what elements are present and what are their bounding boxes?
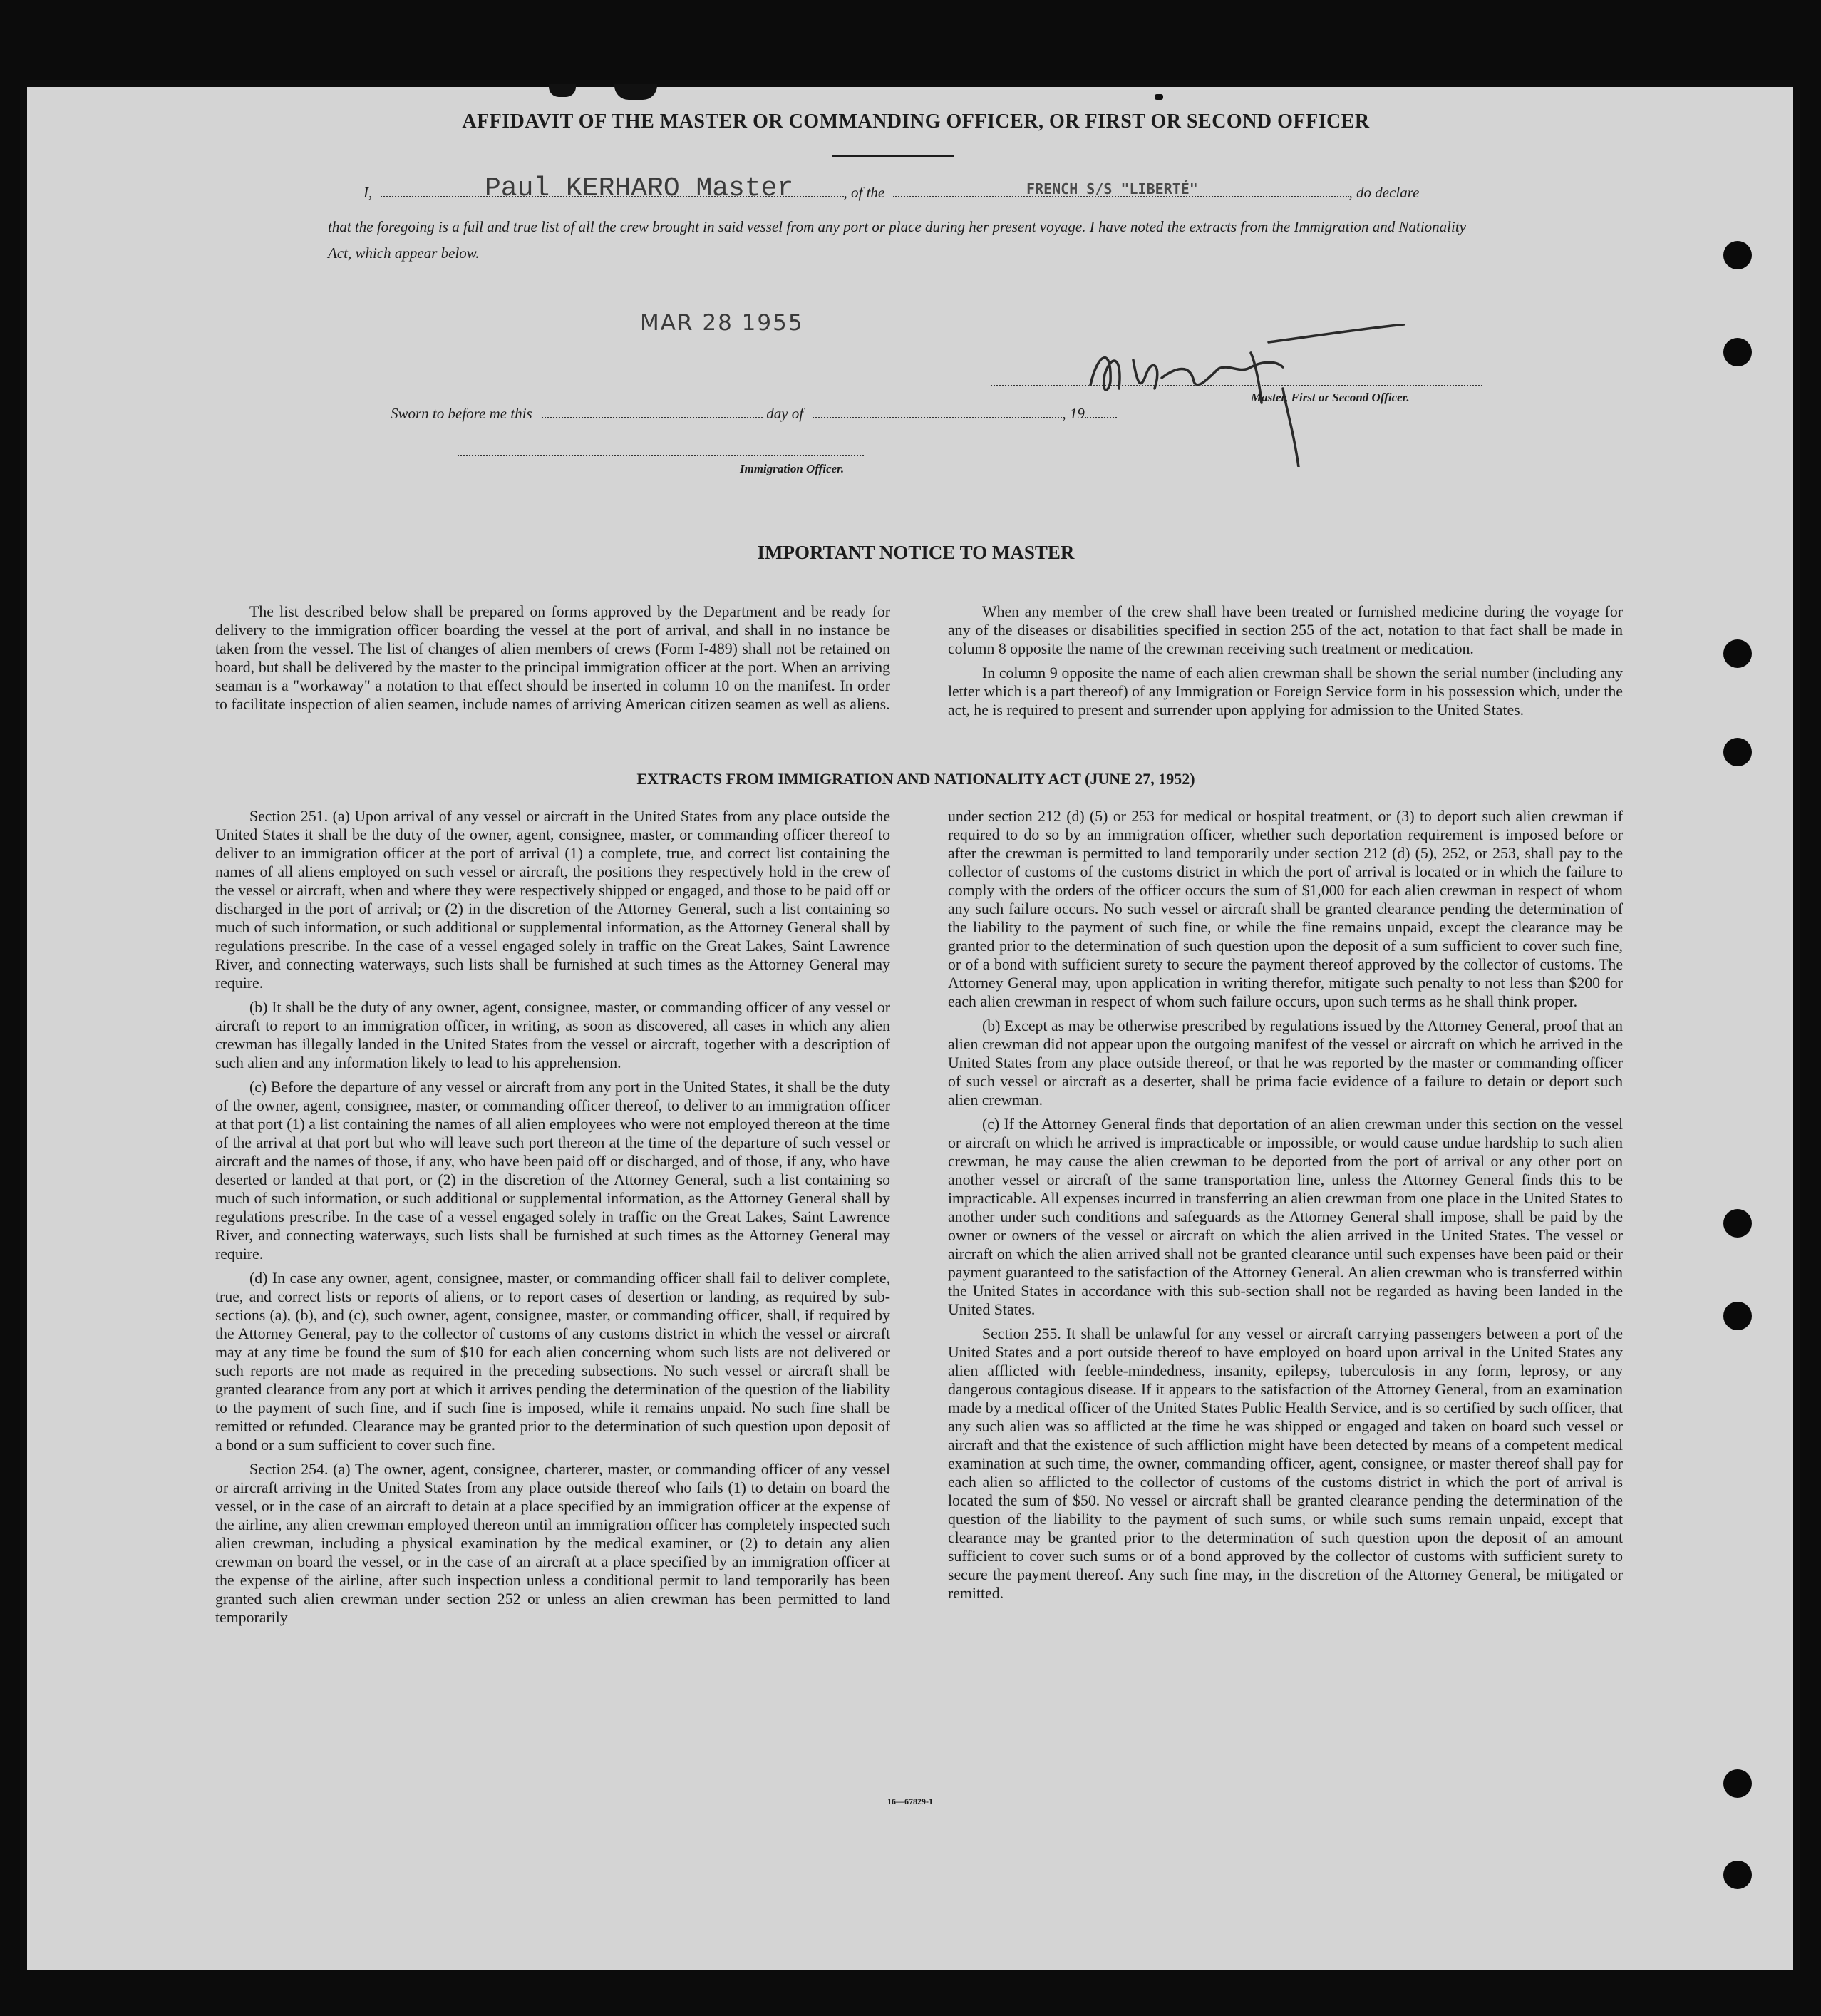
extract-paragraph: (d) In case any owner, agent, consignee, master, or commanding officer shall fail to deliver complete, true, and correct lists or reports of aliens, or to report cases of desertion or landing, as required by sub-sections (a), (b), and (c), such owner, agent, consignee, master, or commanding officer, shall, if required by the Attorney General, pay to the collector of customs of any customs district in which the vessel or aircraft may at any time be found the sum of $10 for each alien concerning whom such lists are not delivered or such reports are not made as required in the preceding subsections. No such vessel or aircraft shall be granted clearance from any port at which it arrives pending the determination of the question of the liability to the payment of such fine, and if such fine is imposed, while it remains unpaid. No such fine shall be remitted or refunded. Clearance may be granted prior to the determination of such question upon deposit of a bond or a sum sufficient to cover such fine.: [215, 1270, 890, 1454]
notice-right-column: [948, 602, 1623, 725]
sworn-prefix: Sworn to before me this: [391, 405, 532, 422]
extracts-right-column: [948, 807, 1623, 1608]
notice-left-column: [215, 602, 890, 719]
notice-paragraph: When any member of the crew shall have been treated or furnished medicine during the voyage for any of the diseases or disabilities specified in section 255 of the act, notation to that fact shall be made in column 8 opposite the name of the crewman receiving such treatment or medication.: [948, 603, 1623, 657]
extract-paragraph: (b) Except as may be otherwise prescribed by regulations issued by the Attorney General, proof that an alien crewman did not appear upon the outgoing manifest of the vessel or aircraft on which he arrived in the United States from any place outside thereof, or that he was reported by the master or commanding officer of such vessel or aircraft as a deserter, shall be prima facie evidence of a failure to detain or deport such alien crewman.: [948, 1017, 1623, 1109]
month-line: [813, 406, 1062, 418]
immigration-officer-label: Immigration Officer.: [740, 462, 845, 475]
scan-blot: [614, 84, 657, 100]
binder-hole: [1723, 1861, 1752, 1889]
binder-hole: [1723, 1209, 1752, 1238]
year-line: [1085, 406, 1117, 418]
date-stamp: MAR 28 1955: [640, 310, 804, 336]
i-prefix: I,: [363, 184, 373, 201]
extract-paragraph: Section 251. (a) Upon arrival of any vessel or aircraft in the United States from any place outside the United States it shall be the duty of the owner, agent, consignee, master, or commanding officer thereof to deliver to an immigration officer at the port of arrival (1) a complete, true, and correct list containing the names of all aliens employed on such vessel or aircraft, the positions they respectively hold in the crew of the vessel or aircraft, when and where they were respectively shipped or engaged, and those to be paid off or discharged in the port of arrival; or (2) in the discretion of the Attorney General, such a list containing so much of such information, or such additional or supplemental information, as the Attorney General shall by regulations prescribe. In the case of a vessel engaged solely in traffic on the Great Lakes, Saint Lawrence River, and connecting waterways, such lists shall be furnished at such times as the Attorney General may require.: [215, 808, 890, 992]
extract-paragraph: Section 255. It shall be unlawful for any vessel or aircraft carrying passengers between a port of the United States and a port outside thereof to have employed on board upon arrival in the United States any alien afflicted with feeble-mindedness, insanity, epilepsy, tuberculosis in any form, leprosy, or any dangerous contagious disease. If it appears to the satisfaction of the Attorney General, from an examination made by a medical officer of the United States Public Health Service, and is so certified by such officer, that any such alien was so afflicted at the time he was shipped or engaged and taken on board such vessel or aircraft and that the existence of such affliction might have been detected by means of a competent medical examination at such time, the owner, commanding officer, agent, consignee, or master thereof shall pay for each alien so afflicted to the collector of customs of the customs district in which the port of arrival is located the sum of $50. No vessel or aircraft shall be granted clearance pending the determination of the question of the liability to the payment of such sums, or while such sums remain unpaid, except that clearance may be granted prior to the determination of such question upon the deposit of an amount sufficient to cover such sums or of a bond approved by the collector of customs with sufficient surety to secure the payment thereof. Any such fine may, in the discretion of the Attorney General, be mitigated or remitted.: [948, 1325, 1623, 1602]
notice-paragraph: The list described below shall be prepared on forms approved by the Department and be ready for delivery to the immigration officer boarding the vessel at the port of arrival, and shall in no instance be taken from the vessel. The list of changes of alien members of crews (Form I-489) shall not be retained on board, but shall be delivered by the master to the principal immigration officer at the port. When an arriving seaman is a "workaway" a notation to that effect should be inserted in column 10 on the manifest. In order to facilitate inspection of alien seamen, include names of arriving American citizen seamen as well as aliens.: [215, 603, 890, 713]
binder-hole: [1723, 338, 1752, 366]
extract-paragraph: (b) It shall be the duty of any owner, agent, consignee, master, or commanding officer of any vessel or aircraft to report to an immigration officer, in writing, as soon as discovered, all cases in which any alien crewman has illegally landed in the United States from the vessel or aircraft, together with a description of such alien and any information likely to lead to his apprehension.: [215, 999, 890, 1071]
extracts-title: EXTRACTS FROM IMMIGRATION AND NATIONALITY ACT (JUNE 27, 1952): [636, 770, 1195, 788]
signature-label: Master, First or Second Officer.: [1251, 391, 1410, 404]
signature-line: [991, 385, 1482, 386]
extract-paragraph: under section 212 (d) (5) or 253 for medical or hospital treatment, or (3) to deport such alien crewman if required to do so by an immigration officer, whether such deportation requirement is imposed before or after the crewman is permitted to land temporarily under section 212 (d) (5), 252, or 253, shall pay to the collector of customs of the customs district in which the port of arrival is located or in which the failure to comply with the orders of the officer occurs the sum of $1,000 for each alien crewman in respect of whom any such failure occurs. No such vessel or aircraft shall be granted clearance pending the determination of the liability to the payment of such fine, or while the fine remains unpaid, except the clearance may be granted prior to the determination of such question upon the deposit of a sum sufficient to cover such fine, or of a bond with sufficient surety to secure the payment thereof approved by the collector of customs. The Attorney General may, upon application in writing therefor, mitigate such penalty to not less than $200 for each alien crewman in respect of whom such failure occurs, upon such terms as he shall think proper.: [948, 808, 1623, 1010]
affidavit-title: AFFIDAVIT OF THE MASTER OR COMMANDING OFFICER, OR FIRST OR SECOND OFFICER: [462, 110, 1370, 133]
form-number: 16—67829-1: [887, 1796, 933, 1806]
year-prefix: , 19: [1062, 405, 1085, 422]
extract-paragraph: (c) If the Attorney General finds that deportation of an alien crewman under this section on the vessel or aircraft on which he arrived is impracticable or impossible, or would cause undue hardship to such alien crewman, he may cause the alien crewman to be deported from the port of arrival or any other port on another vessel or aircraft of the same transportation line, unless the Attorney General finds this to be impracticable. All expenses incurred in transferring an alien crewman from one place in the United States to another under such conditions and safeguards as the Attorney General shall impose, shall be paid by the owner or owners of the vessel or aircraft on which the alien arrived in the United States. The vessel or aircraft on which the alien arrived shall not be granted clearance until such expenses have been paid or their payment guaranteed to the satisfaction of the Attorney General. An alien crewman who is transferred within the United States in accordance with this sub-section shall not be regarded as having been landed in the United States.: [948, 1116, 1623, 1318]
do-declare-text: , do declare: [1348, 184, 1420, 201]
binder-hole: [1723, 1302, 1752, 1330]
extracts-left-column: [215, 807, 890, 1632]
typed-master-name: Paul KERHARO Master: [485, 173, 794, 204]
immigration-officer-line: [458, 455, 864, 456]
declaration-text: that the foregoing is a full and true list of all the crew brought in said vessel from any port or place during her present voyage. I have noted the extracts from the Immigration and Nationality Act, which appear below.: [328, 218, 1466, 262]
title-underline: [832, 155, 954, 157]
notice-paragraph: In column 9 opposite the name of each alien crewman shall be shown the serial number (including any letter which is a part thereof) of any Immigration or Foreign Service form in his possession which, under the act, he is required to present and surrender upon applying for admission to the United States.: [948, 664, 1623, 719]
binder-hole: [1723, 639, 1752, 668]
of-the-text: , of the: [843, 184, 885, 201]
binder-hole: [1723, 241, 1752, 269]
binder-hole: [1723, 738, 1752, 766]
binder-hole: [1723, 1769, 1752, 1798]
extract-paragraph: (c) Before the departure of any vessel or aircraft from any port in the United States, it shall be the duty of the owner, agent, consignee, master, or commanding officer thereof, to deliver to an immigration officer at that port (1) a list containing the names of all alien employees who were not employed thereon at the time of the arrival at that port but who will leave such port thereon at the time of the departure of such vessel or aircraft and the names of those, if any, who have been paid off or discharged, and of those, if any, who have deserted or landed at that port, or (2) in the discretion of the Attorney General, such a list containing so much of such information, or such additional or supplemental information, as the Attorney General shall by regulations prescribe. In the case of a vessel engaged solely in traffic on the Great Lakes, Saint Lawrence River, and connecting waterways, such lists shall be furnished at such times as the Attorney General may require.: [215, 1079, 890, 1262]
sworn-date-line: [542, 406, 763, 418]
sworn-line: [391, 405, 1117, 423]
scan-blot: [1155, 94, 1163, 100]
extract-paragraph: Section 254. (a) The owner, agent, consignee, charterer, master, or commanding officer of any vessel or aircraft arriving in the United States from any place outside thereof who fails (1) to detain on board the vessel, or in the case of an aircraft to detain at a place specified by an immigration officer at the expense of the airline, any alien crewman employed thereon until an immigration officer has completely inspected such alien crewman, including a physical examination by the medical examiner, or (2) to detain any alien crewman on board the vessel, or in the case of an aircraft at a place specified by an immigration officer at the expense of the airline, after such inspection unless a conditional permit to land temporarily has been granted such alien crewman under section 252 or unless an alien crewman has been permitted to land temporarily: [215, 1461, 890, 1626]
day-of-text: day of: [766, 405, 804, 422]
typed-vessel-name: FRENCH S/S "LIBERTÉ": [1026, 180, 1198, 197]
notice-title: IMPORTANT NOTICE TO MASTER: [757, 542, 1075, 563]
